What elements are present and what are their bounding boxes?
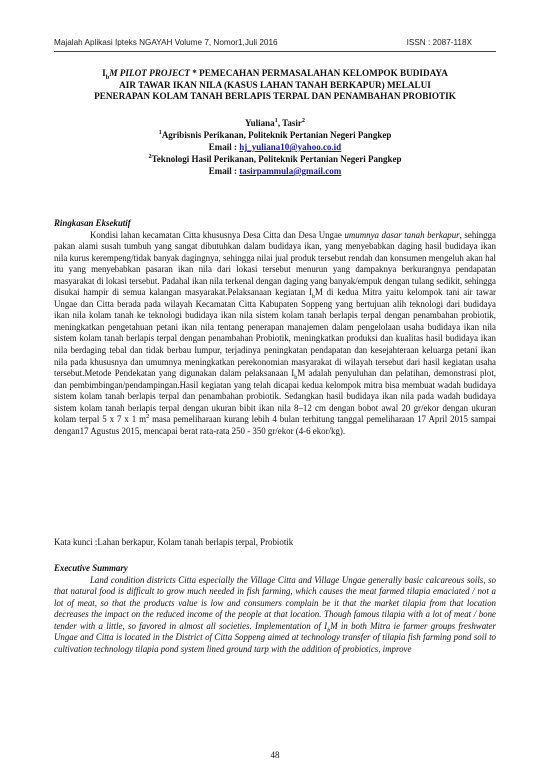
affiliation-2 xyxy=(40,153,510,165)
author-1: Yuliana xyxy=(244,118,275,128)
ringkasan-paragraph xyxy=(54,230,496,438)
email-2-label: Email : xyxy=(208,166,240,176)
ringkasan-text-4: M adalah penyuluhan dan pelatihan, demonstrasi plot, dan pembimbingan/pendampingan.Hasil kegiatan yang telah dicapai kedua kelompok mitra bisa membuat wadah budidaya sistem kolam tanah berlapis terpal dan penambahan probiotik. Sedangkan hasil budidaya ikan nila pada wadah budidaya sistem kolam tanah berlapis terpal dengan ukuran bibit ikan nila 8–12 cm dengan bobot awal 20 gr/ekor dengan ukuran kolam terpal 5 x 7 x 1 m xyxy=(54,368,497,425)
paper-title xyxy=(40,68,510,103)
aff-1-sup: 1 xyxy=(158,129,162,136)
page-number: 48 xyxy=(270,750,280,760)
executive-text-2: M in both Mitra ie farmer groups freshwater Ungae and Citta is located in the District of Citta Soppeng aimed at technology transfer of tilapia fish farming pond soil to cultivation technology tilapia pond system lined ground tarp with the addition of probiotics, improve xyxy=(54,620,496,654)
author-2-sup: 2 xyxy=(301,117,305,124)
ringkasan-text-3: M di kedua Mitra yaitu kelompok tani air tawar Ungae dan Citta berada pada wilayah Kecamatan Citta Kabupaten Soppeng yang bertujuan alih teknologi dari budidaya ikan nila kolam tanah ke teknologi budidaya ikan nila sistem kolam tanah berlapis terpal dengan penambahan probiotik, meningkatkan pengetahuan petani ikan nila tentang penerapan manajemen dalam pengelolaan usaha budidaya ikan nila sistem kolam tanah berlapis terpal dengan penambahan Probiotik, meningkatkan produksi dan kualitas hasil budidaya ikan nila berdaging tebal dan tidak berbau lumpur, terjadinya peningkatan pendapatan dan kesejahteraan keluarga petani ikan nila pada khususnya dan umumnya meningkatkan perekonomian masyarakat di wilayah tersebut dari hasil kegiatan usaha tersebut.Metode Pendekatan yang digunakan dalam pelaksanaan I xyxy=(54,287,496,379)
ringkasan-text-2: , sehingga pakan alami susah tumbuh yang sangat dibutuhkan dalam budidaya ikan, yang menyebabkan daging hasil budidaya ikan nila kurus kerempeng/tidak banyak dagingnya, sehingga nilai jual produk tersebut rendah dan konsumen mengeluh akan hal itu yang menyebabkan pasaran ikan nila dari lokasi tersebut menurun yang dampaknya berkurangnya pendapatan masyarakat di lokasi tersebut. Padahal ikan nila terkenal dengan daging yang banyak/empuk dengan tulang sedikit, sehingga disukai hampir di semua kalangan masyarakat.Pelaksanaan kegiatan I xyxy=(54,229,496,298)
ringkasan-section xyxy=(54,218,496,437)
executive-paragraph xyxy=(54,575,496,656)
journal-name: Majalah Aplikasi Ipteks NGAYAH Volume 7, Nomor1,Juli 2016 xyxy=(54,38,278,47)
author-1-sup: 1 xyxy=(274,117,278,124)
executive-sub: b xyxy=(327,626,331,634)
ringkasan-text-5: masa pemeliharaan kurang lebih 4 bulan terhitung tanggal pemeliharaan 17 April 2015 sampai dengan17 Agustus 2015, mencapai berat rata-rata 250 - 350 gr/ekor (4-6 ekor/kg). xyxy=(54,414,496,436)
ringkasan-sub-2: b xyxy=(294,373,298,381)
keywords: Kata kunci :Lahan berkapur, Kolam tanah berlapis terpal, Probiotik xyxy=(54,537,294,547)
title-line1: * PEMECAHAN PERMASALAHAN KELOMPOK BUDIDAYA xyxy=(189,68,448,78)
executive-text-1: Land condition districts Citta especially the Village Citta and Village Ungae generally basic calcareous soils, so that natural food is difficult to grow much needed in fish farming, which causes the meat farmed tilapia emaciated / not a lot of meat, so that the products value is low and consumers complain be it that the market tilapia from that location decreases the impact on the reduced income of the people at that location. Though famous tilapia with a lot of meat / bone tender with a little, so favored in almost all societies. Implementation of I xyxy=(54,574,496,631)
email-1-label: Email : xyxy=(208,142,240,152)
title-line3: PENERAPAN KOLAM TANAH BERLAPIS TERPAL DAN PENAMBAHAN PROBIOTIK xyxy=(94,91,456,101)
title-line2: AIR TAWAR IKAN NILA (KASUS LAHAN TANAH BERKAPUR) MELALUI xyxy=(119,79,431,90)
aff-2-text: Teknologi Hasil Perikanan, Politeknik Pertanian Negeri Pangkep xyxy=(151,154,402,164)
ringkasan-sub-1: b xyxy=(311,293,315,301)
executive-section xyxy=(54,563,496,655)
author-2: , Tasir xyxy=(277,118,302,128)
author-names xyxy=(40,117,510,129)
email-2-link[interactable]: tasirpammula@gmail.com xyxy=(239,166,342,176)
email-2-line xyxy=(40,165,510,177)
aff-1-text: Agribisnis Perikanan, Politeknik Pertanian Negeri Pangkep xyxy=(161,130,392,140)
running-header xyxy=(54,38,496,52)
ringkasan-text-1: Kondisi lahan kecamatan Citta khususnya Desa Citta dan Desa Ungae xyxy=(90,229,345,240)
affiliation-1 xyxy=(40,129,510,141)
email-1-link[interactable]: hj_yuliana10@yahoo.co.id xyxy=(239,142,342,152)
ringkasan-text-italic: umumnya dasar tanah berkapur xyxy=(344,229,460,240)
ringkasan-sup: 2 xyxy=(146,413,150,421)
title-pilot: M PILOT PROJECT xyxy=(109,68,190,78)
ringkasan-heading: Ringkasan Eksekutif xyxy=(54,218,131,228)
issn: ISSN : 2087-118X xyxy=(406,38,472,47)
author-block xyxy=(40,117,510,177)
aff-2-sup: 2 xyxy=(148,153,152,160)
title-prefix: I xyxy=(102,68,106,78)
title-prefix-sub: b xyxy=(105,73,110,81)
email-1-line xyxy=(40,141,510,153)
executive-heading: Executive Summary xyxy=(54,563,128,573)
